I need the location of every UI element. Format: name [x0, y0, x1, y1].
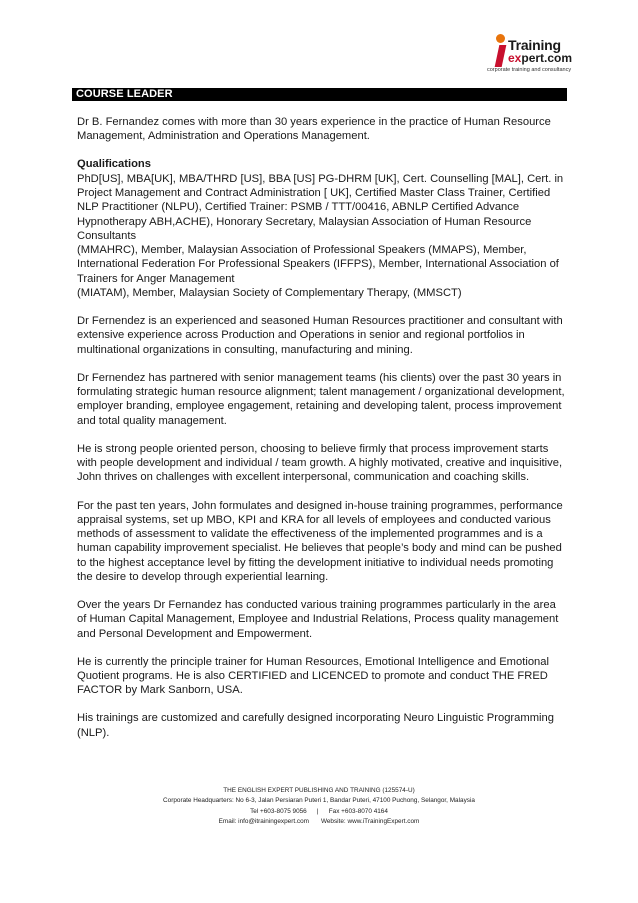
- logo-i-dot-icon: [496, 34, 505, 43]
- qualifications-block: [77, 157, 567, 300]
- logo-text-ex: ex: [508, 51, 522, 65]
- footer-contact-line: [0, 817, 638, 827]
- partnership-paragraph: Dr Fernendez has partnered with senior management teams (his clients) over the past 30 years in formulating strategic human resource alignment; talent management / organizational development, employer branding, employee engagement, retaining and developing talent, process improvement and total quality management.: [77, 371, 565, 427]
- section-header-course-leader: COURSE LEADER: [72, 88, 567, 101]
- intro-paragraph: Dr B. Fernandez comes with more than 30 years experience in the practice of Human Resource Management, Administration and Operations Management.: [77, 116, 551, 143]
- logo-text-training: Training: [508, 37, 561, 53]
- logo-text-pertcom: pert.com: [521, 51, 573, 65]
- itraining-expert-logo: [487, 34, 573, 76]
- logo-text-expert: [508, 51, 572, 65]
- footer-company: THE ENGLISH EXPERT PUBLISHING AND TRAINING (125574-U): [223, 787, 415, 794]
- footer-website[interactable]: Website: www.iTrainingExpert.com: [320, 818, 420, 826]
- principle-trainer-paragraph: He is currently the principle trainer for Human Resources, Emotional Intelligence and Emotional Quotient programs. He is also CERTIFIED and LICENCED to promote and conduct THE FRED FACTOR by Mark Sanborn, USA.: [77, 655, 549, 697]
- qualifications-text-2: (MMAHRC), Member, Malaysian Association of Professional Speakers (MMAPS), Member, International Federation For Professional Speakers (IFFPS), Member, International Association of Trainers for Anger Management: [77, 244, 559, 285]
- areas-paragraph: Over the years Dr Fernandez has conducted various training programmes particularly in the area of Human Capital Management, Employee and Industrial Relations, Process quality management and Personal Development and Empowerment.: [77, 599, 559, 640]
- logo-i-stem-icon: [495, 45, 507, 67]
- footer-phone-line: [0, 807, 638, 817]
- training-programmes-paragraph: For the past ten years, John formulates and designed in-house training programmes, performance appraisal systems, set up MBO, KPI and KRA for all levels of employees and conducted various methods of assessment to validate the effectiveness of the implemented programmes and is a human capability improvement specialist. He believes that people’s body and mind can be pushed to the highest acceptance level by fitting the development initiative to individual needs promoting the desire to develop through experiential learning.: [77, 499, 563, 583]
- qualifications-text-1: PhD[US], MBA[UK], MBA/THRD [US], BBA [US] PG-DHRM [UK], Cert. Counselling [MAL], Cert. in Project Management and Contract Administration [ UK], Certified Master Class Trainer, Certified NLP Practitioner (NLPU), Certified Trainer: PSMB / TTT/00416, ABNLP Certified Advance Hypnotherapy ABH,ACHE), Honorary Secretary, Malaysian Association of Human Resource Consultants: [77, 172, 564, 242]
- footer-address: Corporate Headquarters: No 6-3, Jalan Persiaran Puteri 1, Bandar Puteri, 47100 Puchong, Selangor, Malaysia: [163, 797, 475, 805]
- footer-fax: Fax +603-8070 4164: [328, 807, 388, 815]
- footer-tel: Tel +603-8075 9056: [250, 807, 307, 815]
- logo-tagline: corporate training and consultancy: [487, 67, 572, 73]
- qualifications-heading: Qualifications: [77, 158, 151, 171]
- course-leader-body: [77, 115, 567, 754]
- footer-separator: |: [316, 807, 319, 815]
- nlp-paragraph: His trainings are customized and carefully designed incorporating Neuro Linguistic Programming (NLP).: [77, 712, 554, 739]
- page-footer: [0, 786, 638, 828]
- experience-paragraph: Dr Fernendez is an experienced and seasoned Human Resources practitioner and consultant with extensive experience across Production and Operations in senior and regional portfolios in multinational organizations in consulting, manufacturing and mining.: [77, 315, 563, 356]
- footer-email[interactable]: Email: info@itrainingexpert.com: [218, 818, 309, 826]
- people-oriented-paragraph: He is strong people oriented person, choosing to believe firmly that process improvement starts with people development and individual / team growth. A highly motivated, creative and inquisitive, John thrives on challenges with excellent interpersonal, communication and coaching skills.: [77, 442, 563, 484]
- qualifications-text-3: (MIATAM), Member, Malaysian Society of Complementary Therapy, (MMSCT): [77, 287, 462, 300]
